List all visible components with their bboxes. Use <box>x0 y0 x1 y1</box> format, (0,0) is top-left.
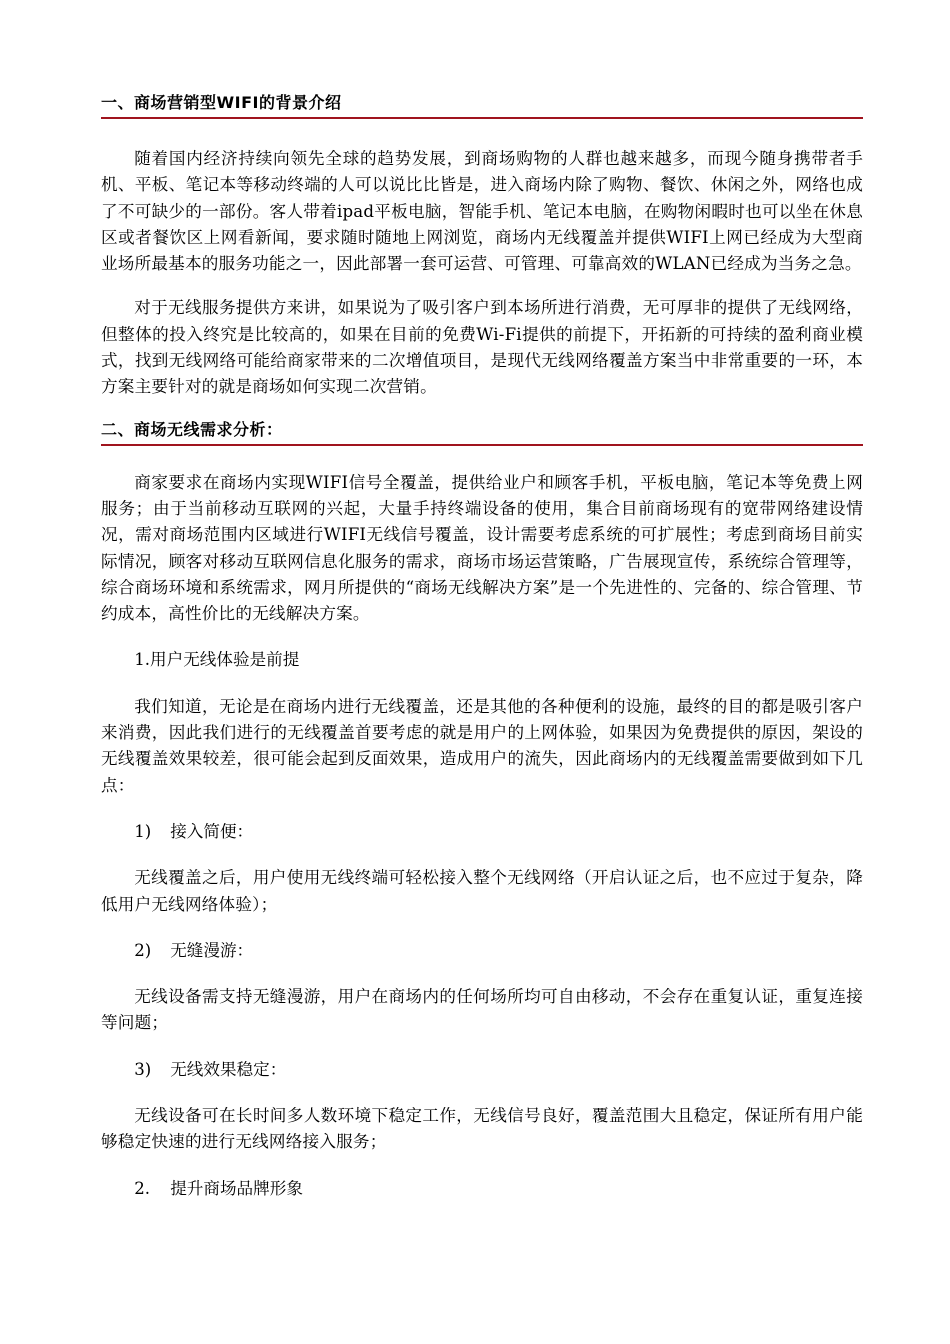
subheading-user-experience: 1.用户无线体验是前提 <box>134 650 300 670</box>
list-item-title-stable-wireless <box>101 1057 863 1083</box>
subheading-number: 2. <box>134 1178 151 1198</box>
list-item-title: 无线效果稳定： <box>170 1059 287 1079</box>
list-item-title: 接入简便： <box>170 821 254 841</box>
paragraph-background-1: 随着国内经济持续向领先全球的趋势发展，到商场购物的人群也越来越多，而现今随身携带者手机、平板、笔记本等移动终端的人可以说比比皆是，进入商场内除了购物、餐饮、休闲之外，网络也成了不可缺少的一部份。客人带着ipad平板电脑，智能手机、笔记本电脑，在购物闲暇时也可以坐在休息区或者餐饮区上网看新闻，要求随时随地上网浏览，商场内无线覆盖并提供WIFI上网已经成为大型商业场所最基本的服务功能之一，因此部署一套可运营、可管理、可靠高效的WLAN已经成为当务之急。 <box>101 149 863 274</box>
paragraph-requirements-intro: 商家要求在商场内实现WIFI信号全覆盖，提供给业户和顾客手机，平板电脑，笔记本等免费上网服务；由于当前移动互联网的兴起，大量手持终端设备的使用，集合目前商场现有的宽带网络建设情况，需对商场范围内区域进行WIFI无线信号覆盖，设计需要考虑系统的可扩展性；考虑到商场目前实际情况，顾客对移动互联网信息化服务的需求，商场市场运营策略，广告展现宣传，系统综合管理等，综合商场环境和系统需求，网月所提供的“商场无线解决方案”是一个先进性的、完备的、综合管理、节约成本，高性价比的无线解决方案。 <box>101 472 863 624</box>
list-item-number: 1) <box>134 821 152 841</box>
document-page <box>101 92 863 1202</box>
list-item-title-seamless-roaming <box>101 938 863 964</box>
list-item-number: 2) <box>134 940 152 960</box>
list-item-body-seamless-roaming: 无线设备需支持无缝漫游，用户在商场内的任何场所均可自由移动，不会存在重复认证，重复连接等问题； <box>101 987 863 1033</box>
section-heading-requirements: 二、商场无线需求分析： <box>101 419 863 446</box>
subheading-brand-image <box>101 1176 863 1202</box>
list-item-body-easy-access: 无线覆盖之后，用户使用无线终端可轻松接入整个无线网络（开启认证之后，也不应过于复杂，降低用户无线网络体验）； <box>101 868 863 914</box>
list-item-title-easy-access <box>101 819 863 845</box>
section-heading-background: 一、商场营销型WIFI的背景介绍 <box>101 92 863 119</box>
list-item-number: 3) <box>134 1059 152 1079</box>
subheading-title: 提升商场品牌形象 <box>170 1178 303 1198</box>
paragraph-background-2: 对于无线服务提供方来讲，如果说为了吸引客户到本场所进行消费，无可厚非的提供了无线网络，但整体的投入终究是比较高的，如果在目前的免费Wi-Fi提供的前提下，开拓新的可持续的盈利商业模式，找到无线网络可能给商家带来的二次增值项目，是现代无线网络覆盖方案当中非常重要的一环，本方案主要针对的就是商场如何实现二次营销。 <box>101 298 863 397</box>
list-item-body-stable-wireless: 无线设备可在长时间多人数环境下稳定工作，无线信号良好，覆盖范围大且稳定，保证所有用户能够稳定快速的进行无线网络接入服务； <box>101 1106 863 1152</box>
list-item-title: 无缝漫游： <box>170 940 254 960</box>
paragraph-user-experience: 我们知道，无论是在商场内进行无线覆盖，还是其他的各种便利的设施，最终的目的都是吸引客户来消费，因此我们进行的无线覆盖首要考虑的就是用户的上网体验，如果因为免费提供的原因，架设的无线覆盖效果较差，很可能会起到反面效果，造成用户的流失，因此商场内的无线覆盖需要做到如下几点： <box>101 696 863 795</box>
